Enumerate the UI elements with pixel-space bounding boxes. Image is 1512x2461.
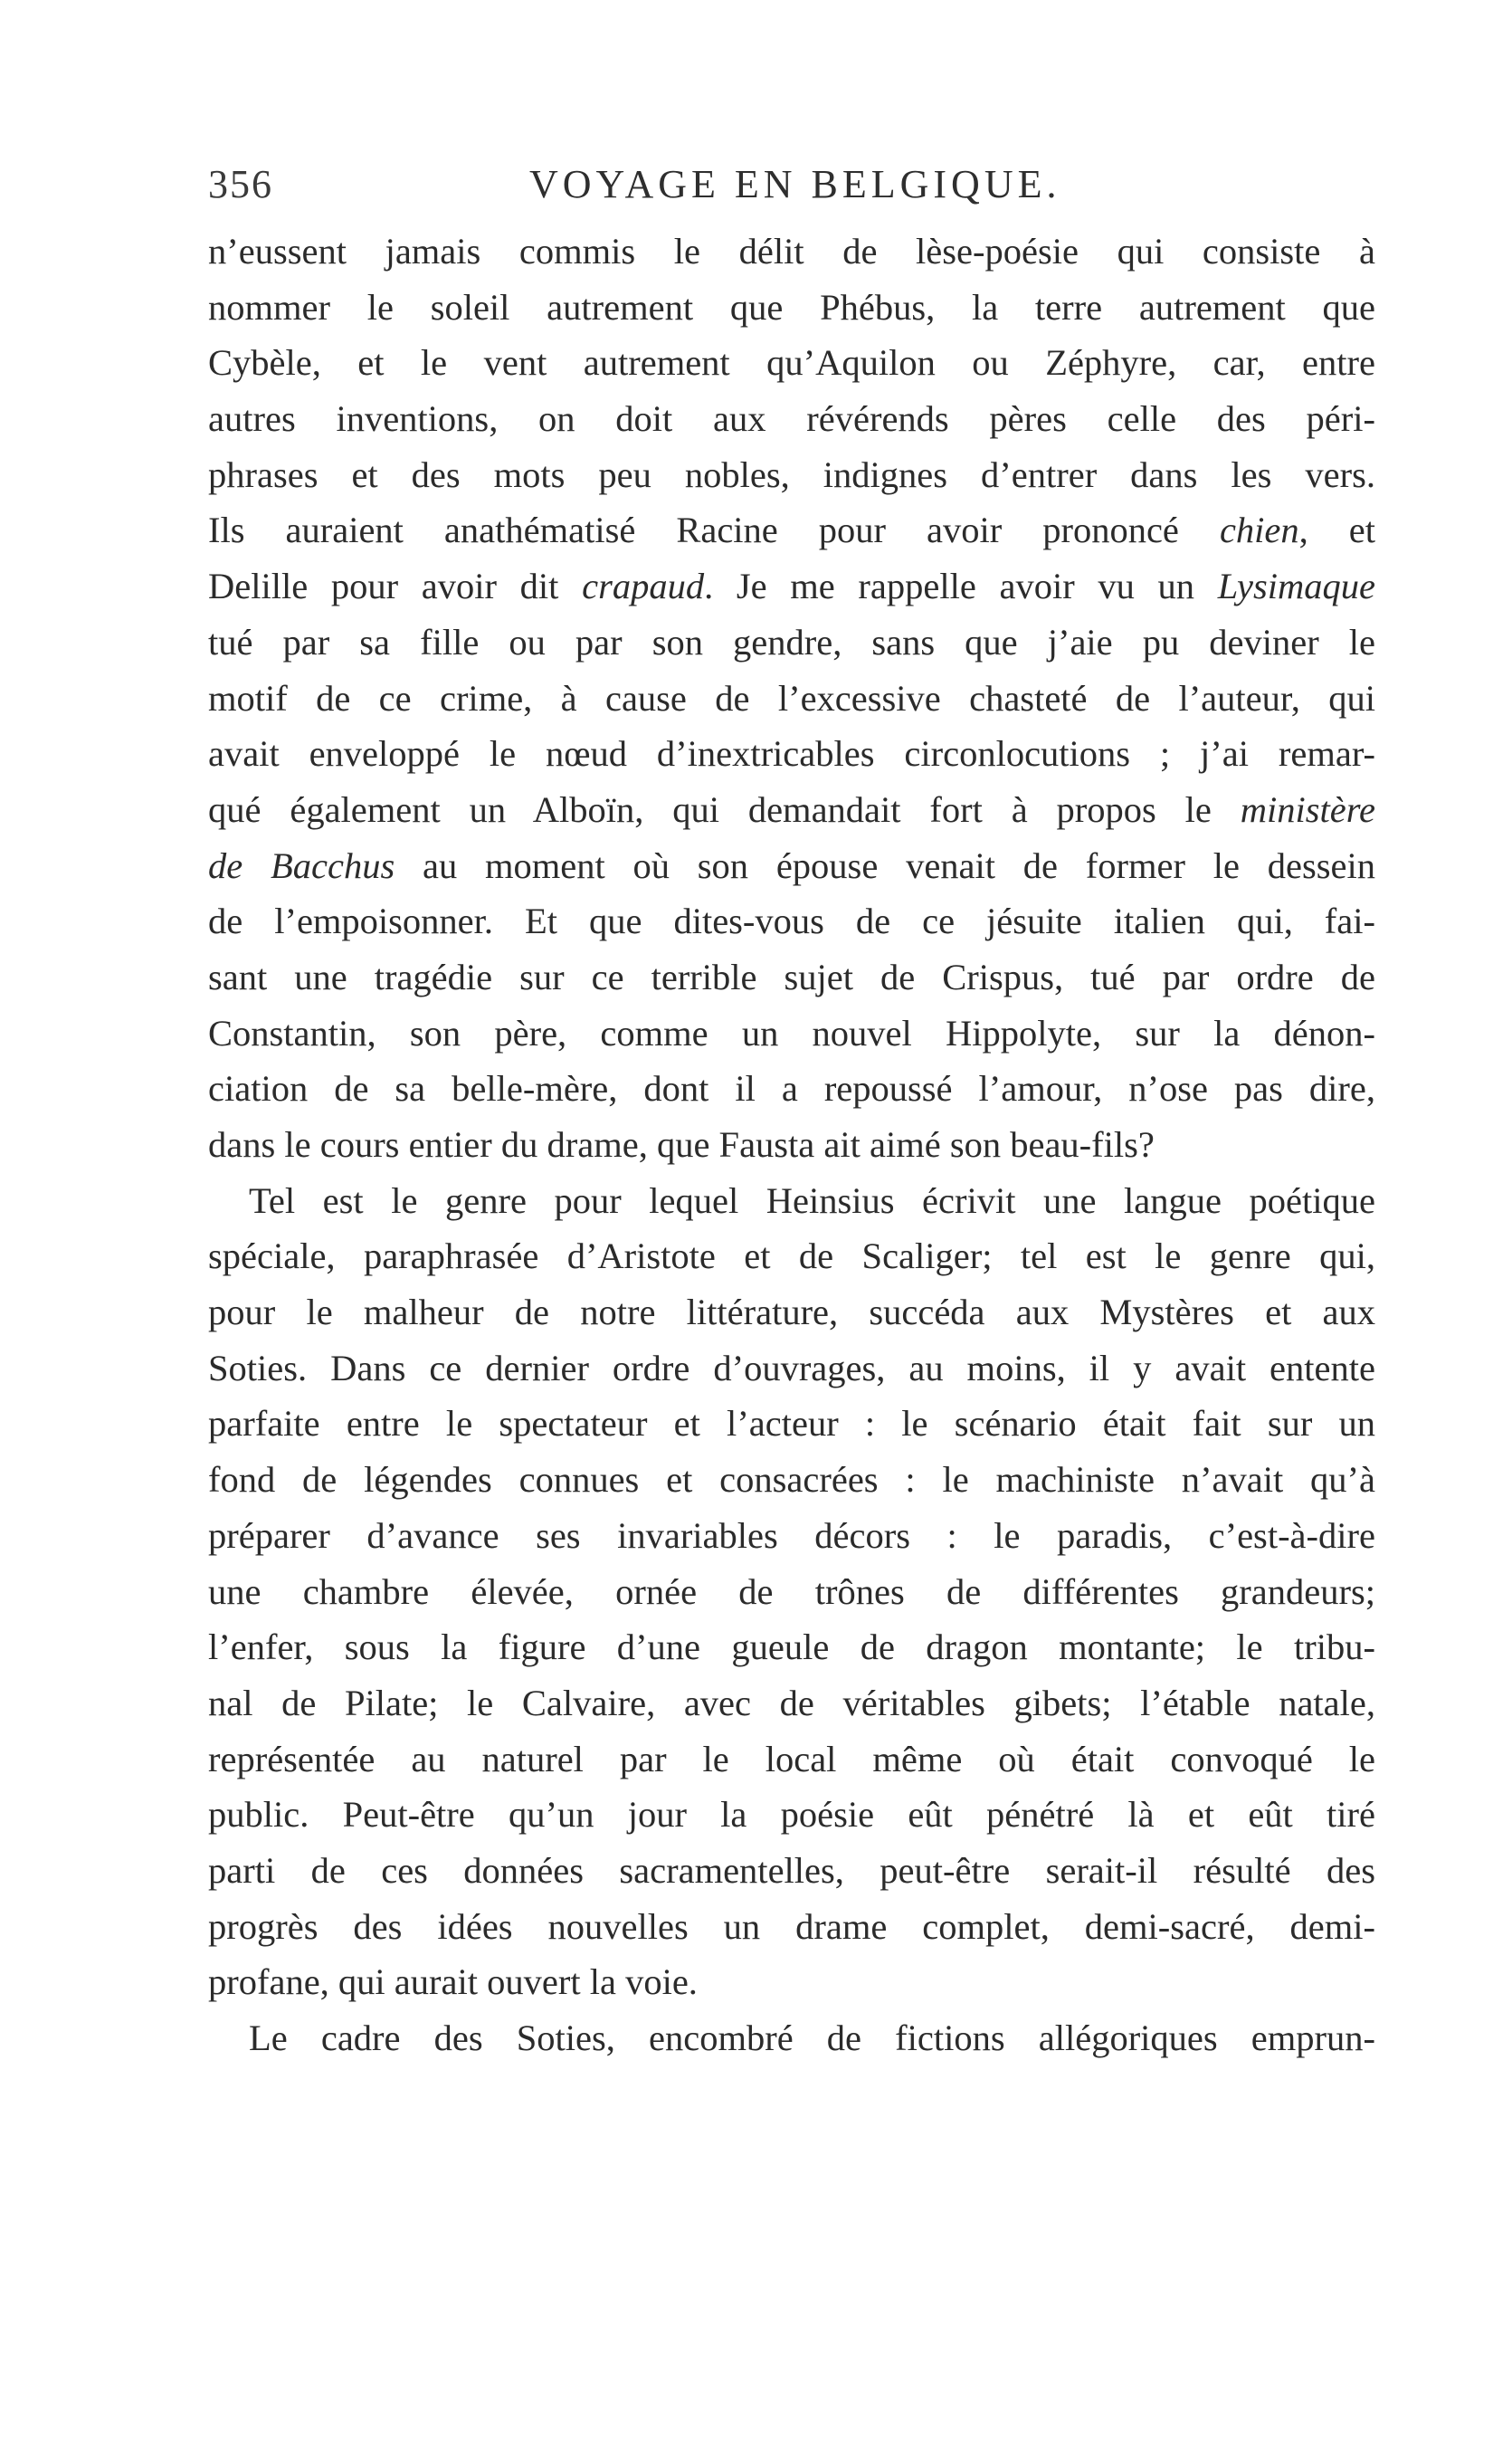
text-line: phrases et des mots peu nobles, indignes d’entrer dans les vers.: [208, 453, 1375, 495]
text-line: avait enveloppé le nœud d’inextricables circonlocutions ; j’ai remar-: [208, 733, 1375, 775]
text-run: au moment où son épouse venait de former le dessein: [423, 844, 1375, 886]
text-line: Constantin, son père, comme un nouvel Hippolyte, sur la dénon-: [208, 1012, 1375, 1054]
text-line: fond de légendes connues et consacrées : le machiniste n’avait qu’à: [208, 1459, 1375, 1501]
paragraph-3: [208, 2010, 1375, 2066]
text-line: Cybèle, et le vent autrement qu’Aquilon ou Zéphyre, car, entre: [208, 342, 1375, 384]
text-line: pour le malheur de notre littérature, succéda aux Mystères et aux: [208, 1292, 1375, 1333]
text-line: préparer d’avance ses invariables décors : le paradis, c’est-à-dire: [208, 1514, 1375, 1556]
text-line: spéciale, paraphrasée d’Aristote et de Scaliger; tel est le genre qui,: [208, 1235, 1375, 1277]
text-line: parfaite entre le spectateur et l’acteur : le scénario était fait sur un: [208, 1403, 1375, 1445]
text-run: . Je me rappelle avoir vu un: [704, 566, 1195, 607]
text-line: [208, 838, 1375, 894]
text-line: nal de Pilate; le Calvaire, avec de véritables gibets; l’étable natale,: [208, 1682, 1375, 1723]
text-run: qué également un Alboïn, qui demandait fort à propos le: [208, 788, 1212, 830]
running-title: VOYAGE EN BELGIQUE.: [529, 162, 1061, 206]
paragraph-2: [208, 1173, 1375, 2010]
text-run: Ils auraient anathématisé Racine pour avoir prononcé: [208, 510, 1179, 551]
italic-word: de Bacchus: [208, 844, 395, 886]
text-line: progrès des idées nouvelles un drame complet, demi-sacré, demi-: [208, 1905, 1375, 1947]
text-line: tué par sa fille ou par son gendre, sans que j’aie pu deviner le: [208, 621, 1375, 663]
text-line: motif de ce crime, à cause de l’excessive chasteté de l’auteur, qui: [208, 677, 1375, 719]
text-line: nommer le soleil autrement que Phébus, la terre autrement que: [208, 286, 1375, 328]
text-run: Delille pour avoir dit: [208, 566, 559, 607]
text-line: ciation de sa belle-mère, dont il a repoussé l’amour, n’ose pas dire,: [208, 1068, 1375, 1110]
text-line: sant une tragédie sur ce terrible sujet de Crispus, tué par ordre de: [208, 956, 1375, 997]
text-line: [208, 558, 1375, 615]
text-line: profane, qui aurait ouvert la voie.: [208, 1961, 698, 2003]
italic-word: crapaud: [582, 566, 705, 607]
text-line: [208, 502, 1375, 558]
paragraph-1: [208, 224, 1375, 1173]
text-line: n’eussent jamais commis le délit de lèse-poésie qui consiste à: [208, 231, 1375, 272]
italic-word: ministère: [1240, 788, 1375, 830]
italic-word: Lysimaque: [1217, 566, 1376, 607]
text-line: autres inventions, on doit aux révérends pères celle des péri-: [208, 398, 1375, 440]
italic-word: chien: [1219, 510, 1299, 551]
text-line: Tel est le genre pour lequel Heinsius écrivit une langue poétique: [249, 1179, 1375, 1221]
text-line: public. Peut-être qu’un jour la poésie eût pénétré là et eût tiré: [208, 1794, 1375, 1836]
text-line: l’enfer, sous la figure d’une gueule de dragon montante; le tribu-: [208, 1626, 1375, 1668]
page-number: 356: [208, 162, 273, 206]
text-line: de l’empoisonner. Et que dites-vous de ce jésuite italien qui, fai-: [208, 901, 1375, 942]
text-line: parti de ces données sacramentelles, peut-être serait-il résulté des: [208, 1849, 1375, 1891]
text-line: Le cadre des Soties, encombré de fictions allégoriques emprun-: [249, 2017, 1375, 2058]
text-line: une chambre élevée, ornée de trônes de différentes grandeurs;: [208, 1570, 1375, 1612]
text-line: [208, 782, 1375, 838]
text-line: représentée au naturel par le local même où était convoqué le: [208, 1738, 1375, 1779]
page-header: [208, 161, 1375, 215]
text-line: Soties. Dans ce dernier ordre d’ouvrages, au moins, il y avait entente: [208, 1347, 1375, 1388]
text-line: dans le cours entier du drame, que Fausta ait aimé son beau-fils?: [208, 1124, 1155, 1165]
text-run: , et: [1298, 510, 1376, 551]
body-text: [208, 224, 1375, 2066]
